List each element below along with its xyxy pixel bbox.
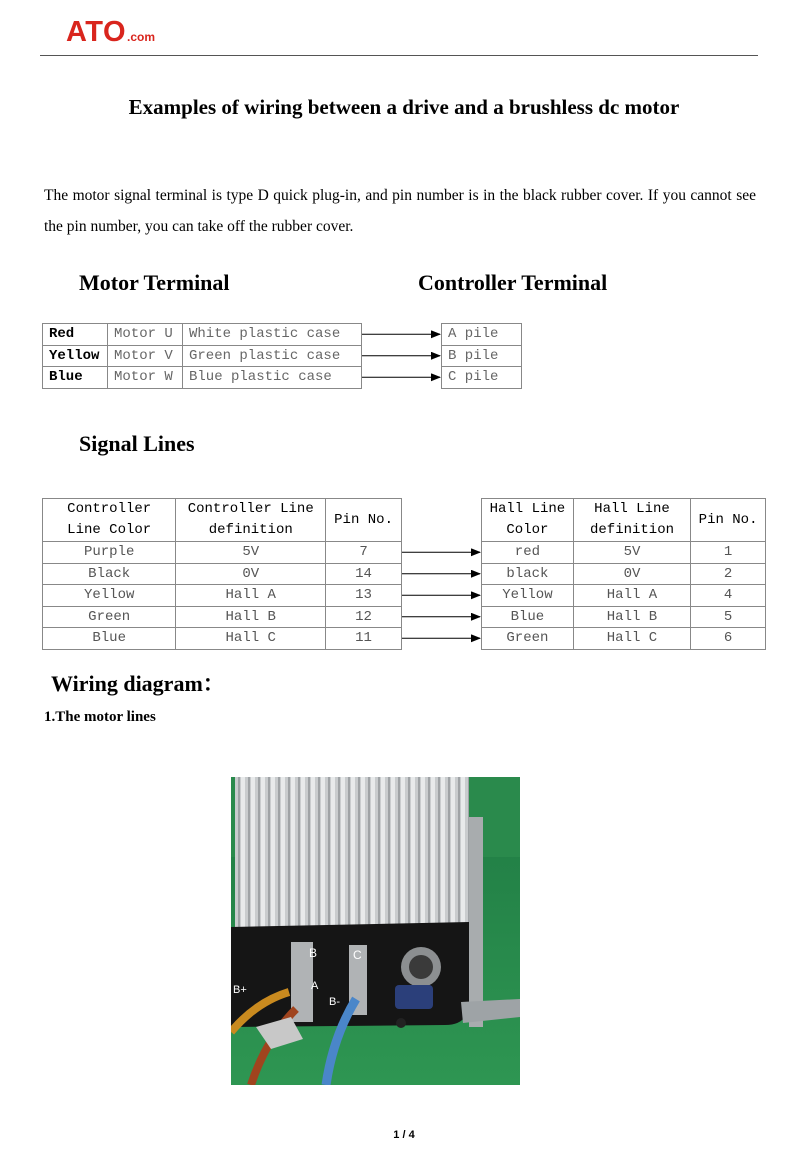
logo-domain: .com	[127, 30, 156, 44]
ato-logo	[66, 16, 155, 49]
controller-signal-header-cell	[326, 499, 402, 542]
hall-signal-row	[482, 606, 766, 628]
photo-label-b-minus: B-	[329, 996, 340, 1008]
hall-signal-cell: 5	[691, 606, 766, 628]
hall-signal-cell: Blue	[482, 606, 574, 628]
hall-signal-cell: black	[482, 563, 574, 585]
hall-signal-cell: Green	[482, 628, 574, 650]
motor-terminal-table	[42, 323, 362, 389]
photo-label-b: B	[309, 946, 318, 960]
controller-signal-row	[43, 563, 402, 585]
controller-signal-header-cell	[176, 499, 326, 542]
wiring-diagram-heading: Wiring diagram：	[51, 671, 225, 696]
controller-signal-cell: Yellow	[43, 585, 176, 607]
controller-signal-cell: Blue	[43, 628, 176, 650]
motor-lines-subheading: 1.The motor lines	[44, 709, 156, 725]
hall-signal-row	[482, 542, 766, 564]
hall-signal-row	[482, 563, 766, 585]
controller-signal-cell: 13	[326, 585, 402, 607]
hall-signal-header-cell	[691, 499, 766, 542]
hall-signal-cell: Hall B	[573, 606, 690, 628]
motor-phase: Motor W	[108, 367, 183, 389]
signal-lines-heading: Signal Lines	[79, 431, 195, 456]
page-number: 1 / 4	[393, 1129, 415, 1141]
hall-signal-header-line: Hall Line	[489, 501, 566, 517]
controller-signal-header-line: Controller	[67, 501, 152, 517]
hall-signal-header-cell	[573, 499, 690, 542]
hall-signal-cell: 1	[691, 542, 766, 564]
motor-terminal-heading: Motor Terminal	[79, 270, 230, 295]
hall-signal-cell: 5V	[573, 542, 690, 564]
hall-signal-header-line: Pin No.	[698, 511, 758, 528]
controller-signal-row	[43, 542, 402, 564]
hall-signal-row	[482, 585, 766, 607]
controller-signal-cell: 11	[326, 628, 402, 650]
controller-signal-table	[42, 498, 402, 650]
intro-paragraph: The motor signal terminal is type D quick plug-in, and pin number is in the black rubber cover. If you cannot see the pin number, you can take off the rubber cover.	[44, 187, 756, 235]
hall-signal-cell: 0V	[573, 563, 690, 585]
controller-terminal-heading: Controller Terminal	[418, 270, 608, 295]
controller-terminal-table	[441, 323, 522, 389]
header-divider	[40, 55, 758, 56]
hall-signal-cell: 4	[691, 585, 766, 607]
motor-row	[43, 345, 362, 367]
controller-signal-header-line: Line Color	[67, 522, 152, 538]
hall-signal-header-line: definition	[589, 522, 674, 538]
hall-signal-header-row	[482, 499, 766, 542]
case-color: White plastic case	[183, 324, 362, 346]
controller-pile-row	[442, 367, 522, 389]
controller-pile-row	[442, 324, 522, 346]
photo-label-b-plus: B+	[233, 984, 247, 996]
controller-signal-header-line: definition	[208, 522, 293, 538]
controller-signal-cell: 12	[326, 606, 402, 628]
case-color: Green plastic case	[183, 345, 362, 367]
controller-signal-header-line: Pin No.	[334, 511, 393, 528]
hall-signal-cell: 6	[691, 628, 766, 650]
controller-signal-cell: Black	[43, 563, 176, 585]
controller-signal-cell: Hall A	[176, 585, 326, 607]
hall-signal-cell: red	[482, 542, 574, 564]
photo-label-a: A	[311, 980, 319, 992]
hall-signal-cell: Yellow	[482, 585, 574, 607]
controller-wiring-photo	[231, 777, 520, 1085]
controller-signal-row	[43, 585, 402, 607]
controller-pile: A pile	[442, 324, 522, 346]
controller-signal-cell: Green	[43, 606, 176, 628]
photo-label-c: C	[353, 948, 362, 962]
motor-wire-color: Blue	[43, 367, 108, 389]
controller-signal-cell: 0V	[176, 563, 326, 585]
controller-signal-cell: 5V	[176, 542, 326, 564]
motor-wire-color: Red	[43, 324, 108, 346]
hall-signal-header-cell	[482, 499, 574, 542]
controller-signal-row	[43, 628, 402, 650]
controller-signal-header-row	[43, 499, 402, 542]
controller-signal-cell: Purple	[43, 542, 176, 564]
logo-text: ATO	[66, 16, 127, 48]
motor-row	[43, 367, 362, 389]
controller-signal-header-line: Controller Line	[187, 501, 314, 517]
controller-signal-cell: 7	[326, 542, 402, 564]
controller-signal-cell: Hall B	[176, 606, 326, 628]
controller-pile: C pile	[442, 367, 522, 389]
motor-wire-color: Yellow	[43, 345, 108, 367]
hall-signal-cell: Hall C	[573, 628, 690, 650]
hall-signal-header-line: Hall Line	[594, 501, 670, 517]
controller-signal-header-cell	[43, 499, 176, 542]
controller-pile: B pile	[442, 345, 522, 367]
hall-signal-row	[482, 628, 766, 650]
hall-signal-header-line: Color	[506, 522, 549, 538]
page-title: Examples of wiring between a drive and a brushless dc motor	[128, 95, 680, 119]
motor-row	[43, 324, 362, 346]
motor-phase: Motor V	[108, 345, 183, 367]
motor-phase: Motor U	[108, 324, 183, 346]
controller-pile-row	[442, 345, 522, 367]
case-color: Blue plastic case	[183, 367, 362, 389]
hall-signal-cell: Hall A	[573, 585, 690, 607]
controller-signal-row	[43, 606, 402, 628]
controller-signal-cell: Hall C	[176, 628, 326, 650]
hall-signal-table	[481, 498, 766, 650]
controller-signal-cell: 14	[326, 563, 402, 585]
hall-signal-cell: 2	[691, 563, 766, 585]
